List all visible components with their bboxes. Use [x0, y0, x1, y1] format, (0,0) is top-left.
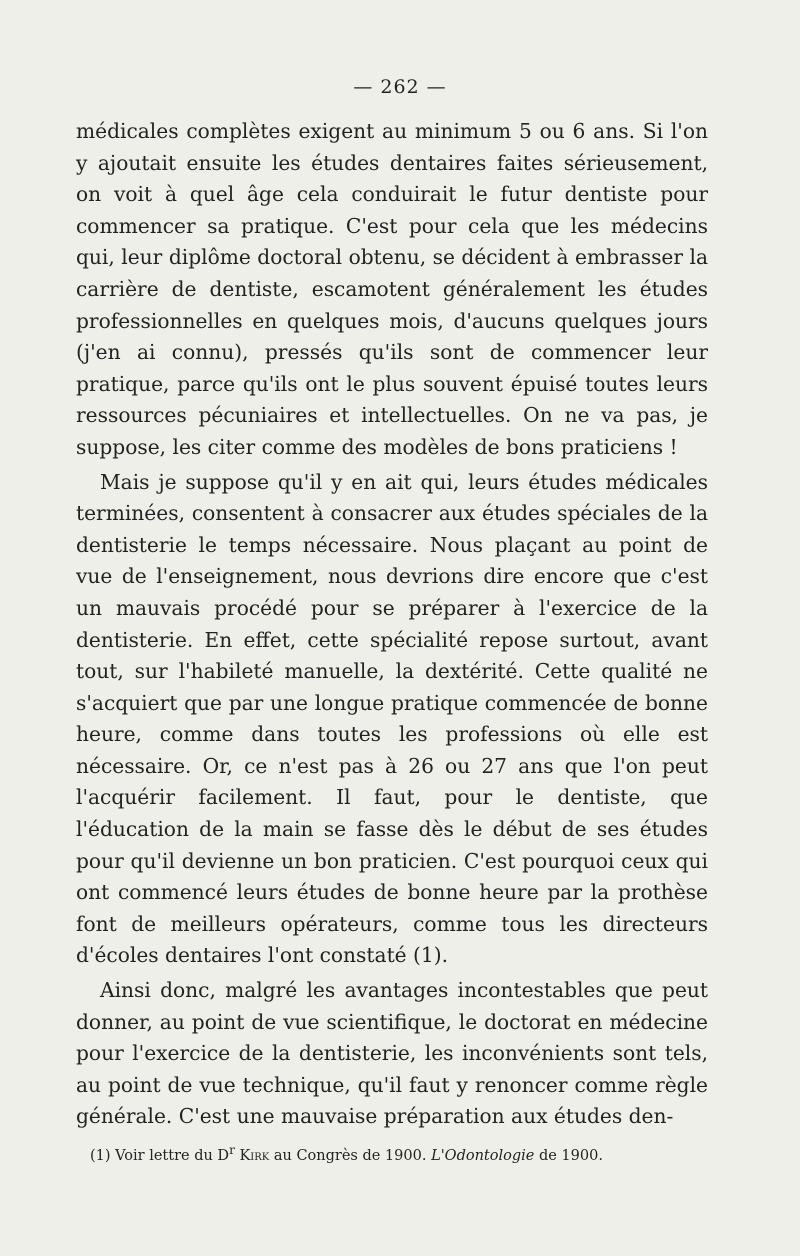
footnote-marker: (1)	[90, 1147, 111, 1164]
footnote-text-after: de 1900.	[538, 1147, 603, 1164]
footnote	[90, 1140, 690, 1166]
footnote-text-middle: au Congrès de 1900.	[273, 1147, 427, 1164]
footnote-superscript: r	[229, 1143, 235, 1157]
paragraph-2: Mais je suppose qu'il y en ait qui, leurs études médicales terminées, consentent à consacrer aux études spéciales de la dentisterie le temps nécessaire. Nous plaçant au point de vue de l'enseignement, nous devrions dire encore que c'est un mauvais procédé pour se préparer à l'exercice de la dentisterie. En effet, cette spécialité repose surtout, avant tout, sur l'habileté manuelle, la dextérité. Cette qualité ne s'acquiert que par une longue pratique commencée de bonne heure, comme dans toutes les professions où elle est nécessaire. Or, ce n'est pas à 26 ou 27 ans que l'on peut l'acquérir facilement. Il faut, pour le dentiste, que l'éducation de la main se fasse dès le début de ses études pour qu'il devienne un bon praticien. C'est pourquoi ceux qui ont commencé leurs études de bonne heure par la prothèse font de meilleurs opérateurs, comme tous les directeurs d'écoles dentaires l'ont constaté (1).	[76, 469, 708, 968]
footnote-text-before: Voir lettre du D	[115, 1147, 230, 1164]
page-number: — 262 —	[353, 76, 447, 98]
footnote-journal: L'Odontologie	[431, 1147, 535, 1164]
paragraph-3: Ainsi donc, malgré les avantages incontestables que peut donner, au point de vue scientifique, le doctorat en médecine pour l'exercice de la dentisterie, les inconvénients sont tels, au point de vue technique, qu'il faut y renoncer comme règle générale. C'est une mauvaise préparation aux études den-	[76, 978, 708, 1129]
body-text	[76, 116, 708, 1136]
paragraph-1: médicales complètes exigent au minimum 5 ou 6 ans. Si l'on y ajoutait ensuite les études dentaires faites sérieusement, on voit à quel âge cela conduirait le futur dentiste pour commencer sa pratique. C'est pour cela que les médecins qui, leur diplôme doctoral obtenu, se décident à embrasser la carrière de dentiste, escamotent généralement les études professionnelles en quelques mois, d'aucuns quelques jours (j'en ai connu), pressés qu'ils sont de commencer leur pratique, parce qu'ils ont le plus souvent épuisé toutes leurs ressources pécuniaires et intellectuelles. On ne va pas, je suppose, les citer comme des modèles de bons praticiens !	[76, 119, 708, 459]
footnote-author: Kirk	[239, 1147, 270, 1164]
